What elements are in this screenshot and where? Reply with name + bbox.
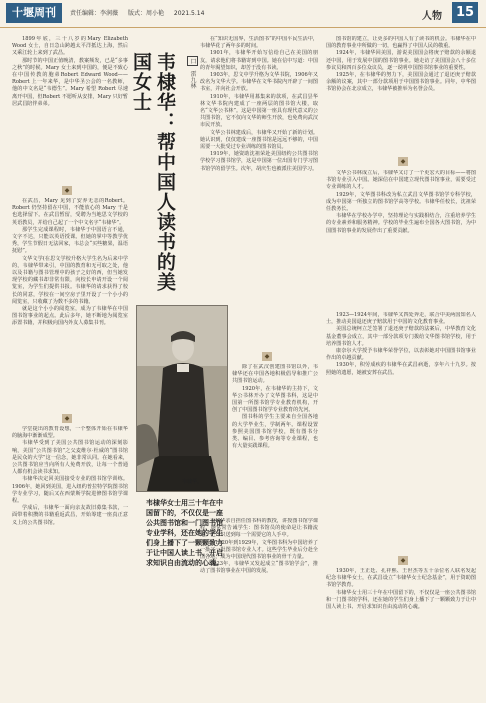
editor-credit: 责任编辑：李润薇 <box>70 10 119 17</box>
pull-quote: 韦棣华女士用三十年在中国留下的，不仅仅是一座公共图书馆和一门图书馆专业学科，还在她的学生们身上播下了一颗颗致力于让中国人读上书、开启求知识自由流动的心魂。 <box>146 498 223 567</box>
paragraph: 就是这个小小的阅览室，成为了韦棣华在中国图书馆事业的起点。此后多年，她不断地为阅览室添置书籍，并积极向国内外友人募集书刊。 <box>12 306 128 327</box>
column-3-upper <box>326 36 476 154</box>
header-meta <box>70 8 212 17</box>
column-2-upper <box>200 36 318 348</box>
paragraph: 那学生完成课程时，韦棣华于中国语言不通，文字不达，只能以英语授课。但她的掌中等教学优秀，学生节假日无法回家，韦总会“买些糖果，温语抚慰”。 <box>12 226 128 255</box>
paragraph: 1910年，韦棣华用募集来的款项，在武昌昙华林文华书院内建成了一座两层的图书馆大楼，取名“文华公书林”。这是中国第一座具有现代意义的公共图书馆，它不仅向文华的师生开放，也免费向武汉市民开放。 <box>200 93 318 129</box>
column-2-lower <box>200 518 318 696</box>
paragraph: 从1920年到1929年，文华图书科为中国培养了一批又一批图书馆专业人才。这些学生毕业后分赴全国各地，成为中国现代图书馆事业的骨干力量。 <box>200 539 318 561</box>
section-marker-icon: ◆ <box>62 186 72 195</box>
design-credit: 版式：周小艳 <box>127 10 164 17</box>
column-3-lower <box>326 568 476 696</box>
paragraph: 文华文学(在思文学校升格大学生名为后来中学的，韦棣华带来引，中国的教育和无可取之处，他以及书籍与图书管理中的孩子之好的西，但当她发现学校的藏书却非常有限，向校长申请开设一个阅览室，为学生们提供书报。韦棣华的请求获得了校长的同意，学校在一间空房子里开设了一个小小的阅览室，只收藏了为数不多的书籍。 <box>12 255 128 305</box>
paragraph: 那时节的中国正值晚清，教案频发，已是“多事之秋”的时候。Mary 女士来到中国的，便是不致心在中国传教的胞弟Robert Edward Wood——Robert 上一年来华，是中华圣公会的一名教师，他的中文名是“韦德生”。Mary 希望 Robert 尽速离开中国，但Robert 不愿听从安排，Mary 只好暂居武昌陪伴弟弟。 <box>12 57 128 107</box>
issue-date: 2021.5.14 <box>173 10 205 17</box>
paragraph: 1901年，韦棣华开始写信给自己在美国的朋友，请求他们将书籍寄到中国。她在信中写道：中国的青年渴望知识，却苦于没有书读。 <box>200 50 318 71</box>
paragraph: 1930年，积劳成疾的韦棣华在武昌病逝，享年六十九岁。按照她的遗愿，她被安葬在武昌。 <box>326 362 476 376</box>
section-marker-icon: ◆ <box>398 157 408 166</box>
paragraph: 1923—1924年间，韦棣华又四处奔走，联合中美两国知名人士，推动美国退还庚子赔款用于中国的文化教育事业。 <box>326 312 476 326</box>
paragraph: 1903年，思文中学升格为文华书院，1906年又改名为文华大学。韦棣华在文华书院内开辟了一间图书室，并向社会开放。 <box>200 72 318 93</box>
column-1-lower <box>12 426 128 696</box>
paragraph: 学成后，韦棣华一面向亲友故旧募集书款，一面带着积攒的书籍重返武昌，开始筹建一座真正意义上的公共图书馆。 <box>12 505 128 526</box>
paragraph: 在武昌，Mary 见到了安养无恙的Robert。Robert 仍坚持留在中国，不能放心的 Mary 干是也选择留下。在武昌暂留，受聘为当地思文学校的英语教员，并给自己起了一个中文名字“韦棣华”。 <box>12 198 128 226</box>
paragraph: 1899年底，三十八岁的Mary Elizabeth Wood 女士，自日急山跨越太平洋抵达上海，然后又乘江轮上来到了武昌。 <box>12 36 128 57</box>
section-marker-icon: ◆ <box>262 352 272 361</box>
paragraph: 文华公书林建成后，韦棣华又开始了新的计划。她认识到，仅仅建成一座图书馆是远远不够的，中国需要一大批受过专业训练的图书馆员。 <box>200 129 318 151</box>
column-3-body <box>326 170 476 304</box>
page-number: 15 <box>452 2 478 23</box>
paragraph: 韦棣华亲自担任图书科的教授，讲授图书馆学课程。她常常告诫学生：图书馆员的使命是让书籍流通，把知识送到每一个需要它的人手中。 <box>200 518 318 539</box>
paragraph: 1925年，在韦棣华的努力下，美国国会通过了退还庚子赔款余额的议案，其中一部分款项用于中国图书馆事业。同年，中华图书馆协会在北京成立，韦棣华被推举为名誉会员。 <box>326 72 476 93</box>
byline <box>178 56 198 89</box>
paragraph: 除了在武汉创建图书馆以外，韦棣华还在中国各地积极倡导和推广公共图书馆运动。 <box>232 364 318 385</box>
photo-caption: 韦棣华。 <box>182 479 203 485</box>
paragraph: 图书科的学生主要来自全国各地的大学毕业生，学制两年。课程设置参照美国图书馆学校，既有图书分类、编目、参考咨询等专业课程，也有大量实践课程。 <box>232 414 318 450</box>
paragraph: 1929年，文华图书科改为私立武昌文华图书馆学专科学校，成为中国第一所独立的图书馆学高等学校。韦棣华任校长，沈祖荣任教务长。 <box>326 191 476 213</box>
column-1-body <box>12 198 128 408</box>
section-marker-icon: ◆ <box>398 556 408 565</box>
paragraph: 1930年，王正廷、孔祥熙、王世杰等五十余位名人联名发起纪念韦棣华女士，在武昌设立“韦棣华女士纪念基金”，用于资助图书馆学教育。 <box>326 568 476 589</box>
column-2-middle <box>232 364 318 514</box>
paragraph: 1923年，韦棣华又发起成立“图书馆学会”，推动了图书馆事业在中国的发展。 <box>200 561 318 575</box>
paragraph: 学堂提出的教育设想，一个整体开始在韦棣华的脑海中渐渐成型。 <box>12 426 128 440</box>
column-1-intro <box>12 36 128 182</box>
paragraph: 康奈尔大学授予韦棣华荣誉学位，以表彰她对中国图书馆事业作出的卓越贡献。 <box>326 348 476 362</box>
paragraph: 美国总统柯立芝签署了退还庚子赔款的法案后，中华教育文化基金董事会成立，其中一部分款项专门拨给文华图书馆学校，用于培养图书馆人才。 <box>326 326 476 347</box>
article-title: 韦棣华：帮中国人读书的美国女士 <box>130 52 176 292</box>
paragraph: 韦棣华女士用三十年在中国留下的，不仅仅是一座公共图书馆和一门图书馆学科，还在她的学生们身上播下了一颗颗致力于让中国人读上书、开启求知识自由流动的心魂。 <box>326 589 476 611</box>
section-name: 人物 <box>422 11 442 22</box>
paragraph: 1919年，她资助沈祖荣赴美国纽约公共图书馆学校学习图书馆学，这是中国第一位出国专门学习图书馆学的留学生。次年，胡庆生也被派往美国学习。 <box>200 151 318 172</box>
paragraph: 韦棣华受到了美国公共图书馆运动的深刻影响，美国“公共图书馆”之父麦维尔·杜威的“图书馆是民众的大学”这一信念，她非常认同。在她看来，公共图书馆应当向所有人免费开放，让每一个普通人都有机会读书求知。 <box>12 440 128 476</box>
paragraph: 1920年，在韦棣华的主持下，文华公书林开办了文华图书科，这是中国第一所图书馆学专业教育机构，开创了中国图书馆学专业教育的先河。 <box>232 385 318 414</box>
author-name: 雷九林 <box>189 70 196 89</box>
column-3-middle <box>326 312 476 552</box>
masthead-logo: 十堰周刊 <box>6 3 62 23</box>
paragraph: 1924年，韦棣华回美国，游说美国国会将庚子赔款的余额退还中国，用于发展中国的图书馆事业。她走访了美国国会八十多位参议员和四百多位众议员，逐一说明中国图书馆事业的重要性。 <box>326 50 476 71</box>
byline-mark: 口 <box>189 58 196 64</box>
paragraph: 文华公书林成立后，韦棣华又订了一个更宏大的目标——将图书馆专业引入中国。她深信在中国建立现代图书馆事业，需要受过专业训练的人才。 <box>326 170 476 191</box>
paragraph: 在“知识无国界，生活图书”的中国平民生活中，韦棣华花了两年多的时间。 <box>200 36 318 50</box>
paragraph: 韦棣华在学校办学中，坚持理论与实践相结合，注重培养学生的专业素养和服务精神。学校的毕业生遍布全国各大图书馆，为中国图书馆事业的发展作出了重要贡献。 <box>326 213 476 234</box>
section-marker-icon: ◆ <box>62 414 72 423</box>
paragraph: 韦棣华决定回美国接受专业的图书馆学训练。1906年，她回到美国，进入纽约普拉特学院图书馆学专业学习，随后又在西蒙斯学院进修图书馆学课程。 <box>12 476 128 505</box>
paragraph: 图书馆的建立，让更多的中国人有了读书的机会。韦棣华在中国的教育事业中所做的一切，也赢得了中国人民的敬重。 <box>326 36 476 50</box>
